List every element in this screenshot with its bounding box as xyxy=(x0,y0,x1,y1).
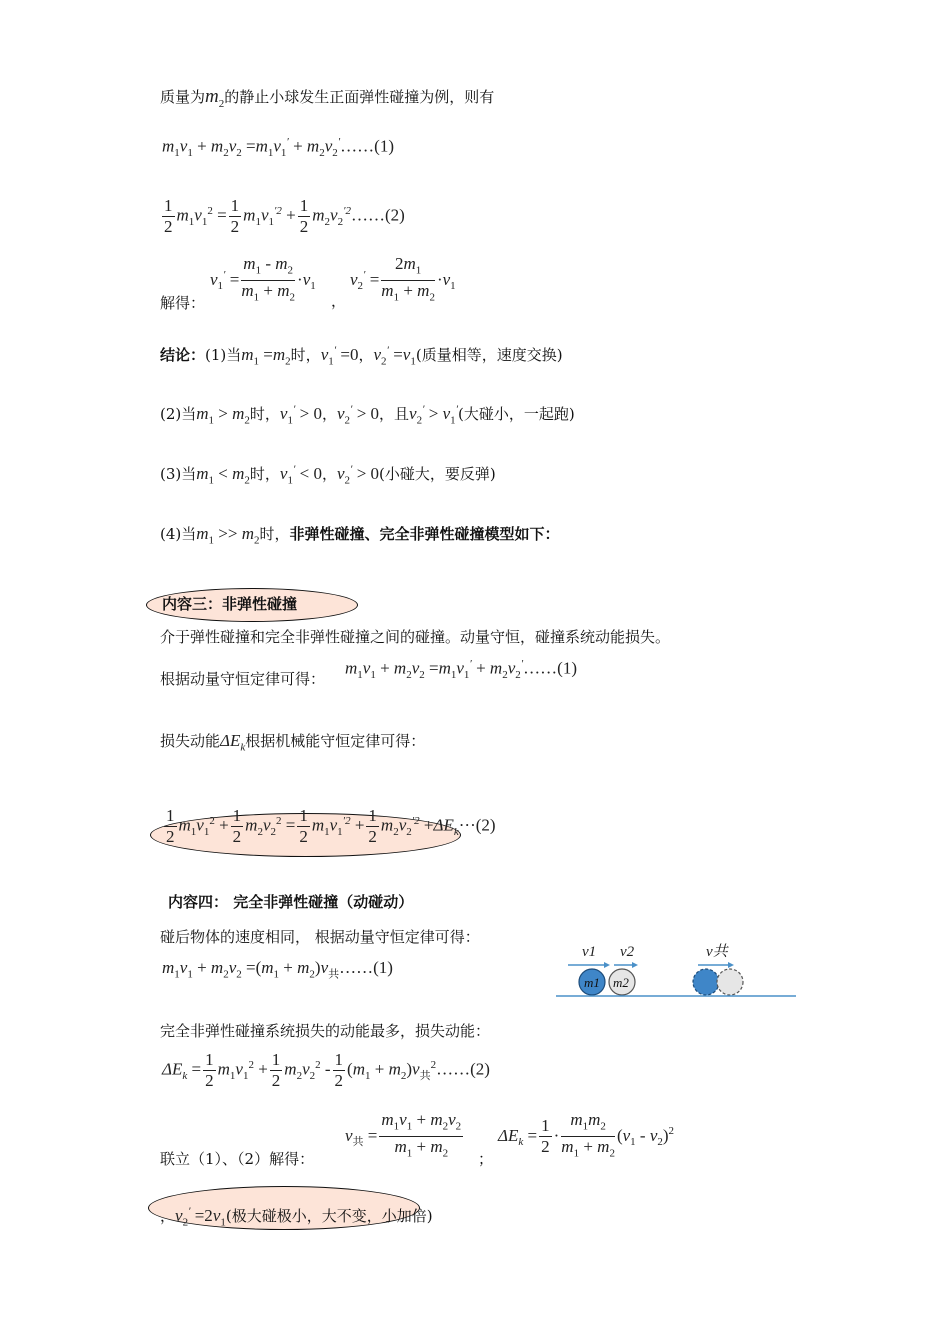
momentum-equation-1: $m_1v_1 + m_2v_2 =m_1v_1'$ + $m_2v_2'\dots\dots(1)$ xyxy=(162,136,394,160)
final-line: ，$v_2' =2v_1$(极大碰极小，大不变，小加倍) xyxy=(160,1205,433,1229)
arrow-v1-head xyxy=(604,962,610,968)
solve-label: 解得： xyxy=(160,294,206,312)
arrow-vgong-head xyxy=(728,962,734,968)
section3-energy-eq: $\frac{1}{2}$ $m_1v_1^2$ + $\frac{1}{2}$ $m_2v_2^2$ = $\frac{1}{2}$ $m_1v_1^{'2}$ + $\frac{1}{2}$ $m_2v_2^{'2} +\Delta E_k\cdot\cdot\cdot(2)$ xyxy=(166,806,496,846)
vgong-solution: $v_共$ = $\frac{m_1v_1 + m_2v_2}{m_1 + m_2}$ xyxy=(345,1110,462,1160)
ball-merged-1 xyxy=(693,969,719,995)
section4-momentum-eq: $m_1v_1 + m_2v_2 =(m_1$ + $m_2)v_共\dots\dots(1)$ xyxy=(162,958,393,981)
section4-desc: 碰后物体的速度相同， 根据动量守恒定律可得： xyxy=(160,928,480,946)
intro-line: 质量为$m_2$的静止小球发生正面弹性碰撞为例，则有 xyxy=(160,86,495,110)
label-m1: m1 xyxy=(584,975,600,990)
combine-label: 联立（1）、（2）解得： xyxy=(160,1150,315,1168)
arrow-v2-head xyxy=(632,962,638,968)
section4-loss-eq: $\Delta E_k$ = $\frac{1}{2}$ $m_1v_1^2$ + $\frac{1}{2}$ $m_2v_2^2$ - $\frac{1}{2}$ ($m_1$ + $m_2)v_共^2\dots\dots(2)$ xyxy=(162,1050,490,1090)
solution-v2: $v_2'$ = $\frac{2m_1}{m_1 + m_2}$ $\cdot v_1$ xyxy=(350,254,456,304)
section3-momentum-label: 根据动量守恒定律可得： xyxy=(160,670,326,688)
section3-title: 内容三：非弹性碰撞 xyxy=(162,595,298,613)
section4-title: 内容四： 完全非弹性碰撞（动碰动） xyxy=(168,893,414,911)
collision-figure xyxy=(550,938,800,1004)
ek-solution: $\Delta E_k$ = $\frac{1}{2}$ · $\frac{m_1m_2}{m_1 + m_2}$ $(v_1 - v_2)^2$ xyxy=(498,1110,675,1160)
conclusion-1: 结论：(1)当$m_1 =m_2$时，$v_1' =0$，$v_2' =v_1$(质量相等，速度交换) xyxy=(160,344,563,368)
label-m2: m2 xyxy=(613,975,629,990)
section3-loss-line: 损失动能$\Delta E_k$根据机械能守恒定律可得： xyxy=(160,731,426,754)
label-v1: v1 xyxy=(582,944,597,960)
conclusion-3: (3)当$m_1 < m_2$时，$v_1' < 0$，$v_2' > 0$(小碰大，要反弹) xyxy=(160,463,496,487)
conclusion-4: (4)当$m_1 >> m_2$时，非弹性碰撞、完全非弹性碰撞模型如下： xyxy=(160,524,560,547)
section4-loss-label: 完全非弹性碰撞系统损失的动能最多，损失动能： xyxy=(160,1022,491,1040)
solution-v1: $v_1'$ = $\frac{m_1 - m_2}{m_1 + m_2}$ $\cdot v_1$ xyxy=(210,254,316,304)
energy-equation-2: $\frac{1}{2}$ $m_1v_1^2$ = $\frac{1}{2}$ $m_1v_1^{'2}$ + $\frac{1}{2}$ $m_2v_2^{'2}\dots\dots(2)$ xyxy=(164,196,405,236)
ball-merged-2 xyxy=(717,969,743,995)
var-m2: $m_2$ xyxy=(205,86,225,110)
section3-desc: 介于弹性碰撞和完全非弹性碰撞之间的碰撞。动量守恒，碰撞系统动能损失。 xyxy=(160,628,671,646)
label-v2: v2 xyxy=(620,944,635,960)
conclusion-2: (2)当$m_1 > m_2$时，$v_1' > 0$，$v_2' > 0$，且$v_2' > v_1'$(大碰小，一起跑) xyxy=(160,403,575,427)
label-vgong: v共 xyxy=(706,944,728,960)
section3-momentum-eq: $m_1v_1 + m_2v_2 =m_1v_1'$ + $m_2v_2'\dots\dots(1)$ xyxy=(345,658,577,682)
